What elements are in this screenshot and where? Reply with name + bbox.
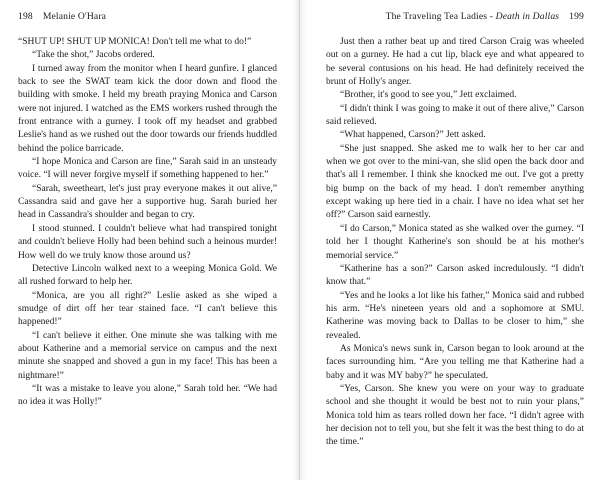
- right-page-number: 199: [569, 11, 584, 22]
- paragraph: Just then a rather beat up and tired Carson Craig was wheeled out on a gurney. He had a cut lip, black eye and what appeared to be several contusions on his head. He had definitely received the brunt of Holly's anger.: [326, 37, 584, 88]
- right-running-head-title: Death in Dallas: [495, 11, 560, 22]
- paragraph: “Monica, are you all right?” Leslie asked as she wiped a smudge of dirt off her tear stained face. “I can't believe this happened!”: [18, 290, 277, 328]
- paragraph: “Yes and he looks a lot like his father,” Monica said and rubbed his arm. “He's nineteen years old and a sophomore at SMU. Katherine was moving back to Dallas to be closer to him,” she revealed.: [326, 290, 584, 341]
- paragraph: “What happened, Carson?” Jett asked.: [340, 130, 486, 141]
- paragraph: “Brother, it's good to see you,” Jett exclaimed.: [340, 90, 517, 101]
- left-running-head: Melanie O'Hara: [42, 11, 107, 22]
- paragraph: “Sarah, sweetheart, let's just pray everyone makes it out alive,” Cassandra said and gave her a supportive hug. Sarah buried her head in Cassandra's shoulder and began to cry.: [18, 183, 277, 221]
- paragraph: “It was a mistake to leave you alone,” Sarah told her. “We had no idea it was Holly!”: [18, 383, 277, 408]
- right-header-group: [386, 11, 584, 22]
- paragraph: “I didn't think I was going to make it out of there alive,” Carson said relieved.: [326, 103, 584, 128]
- left-page-number: 198: [18, 11, 33, 22]
- paragraph: “Katherine has a son?” Carson asked incredulously. “I didn't know that.”: [326, 263, 584, 288]
- left-header-group: [18, 11, 106, 22]
- right-page-header: [326, 11, 584, 25]
- right-running-head-prefix: The Traveling Tea Ladies -: [385, 11, 496, 22]
- paragraph: As Monica's news sunk in, Carson began to look around at the faces surrounding him. “Are you telling me that Katherine had a baby and it was MY baby?” he speculated.: [326, 343, 584, 381]
- left-page-header: [18, 11, 277, 25]
- paragraph: “Take the shot,” Jacobs ordered.: [32, 50, 155, 61]
- paragraph: “I hope Monica and Carson are fine,” Sarah said in an unsteady voice. “I will never forgive myself if something happened to her.”: [18, 157, 277, 181]
- paragraph: I stood stunned. I couldn't believe what had transpired tonight and couldn't believe Holly had been behind such a heinous murder! How well do we truly know those around us?: [18, 223, 277, 261]
- right-page: [300, 0, 600, 480]
- paragraph: “I do Carson,” Monica stated as she walked over the gurney. “I told her I thought Katherine's son should be at his mother's memorial service.”: [326, 223, 584, 261]
- left-page-body: [18, 36, 277, 410]
- paragraph: “She just snapped. She asked me to walk her to her car and when we got over to the mini-van, she slid open the back door and that's all I remember. I think she knocked me out. I've got a pretty big bump on the back of my head. I don't remember anything except waking up here tied in a chair. I have no idea what set her off?” Carson said earnestly.: [326, 143, 584, 221]
- paragraph: I turned away from the monitor when I heard gunfire. I glanced back to see the SWAT team kick the door down and flood the building with smoke. I held my breath praying Monica and Carson were not injured. I watched as the EMS workers rushed through the front entrance with a gurney. I took off my headset and grabbed Leslie's hand as we rushed out the door towards our friends huddled behind the police barricade.: [18, 63, 277, 154]
- paragraph: “Yes, Carson. She knew you were on your way to graduate school and she thought it would be best not to ruin your plans,” Monica told him as tears rolled down her face. “I didn't agree with her decision not to tell you, but she felt it was the best thing to do at the time.”: [326, 383, 584, 448]
- paragraph: “SHUT UP! SHUT UP MONICA! Don't tell me what to do!”: [18, 37, 252, 47]
- right-page-body: [326, 36, 584, 450]
- paragraph: “I can't believe it either. One minute she was talking with me about Katherine and a memorial service on campus and the next minute she snapped and shoved a gun in my face! This has been a nightmare!”: [18, 330, 277, 381]
- paragraph: Detective Lincoln walked next to a weeping Monica Gold. We all rushed forward to help her.: [18, 263, 277, 288]
